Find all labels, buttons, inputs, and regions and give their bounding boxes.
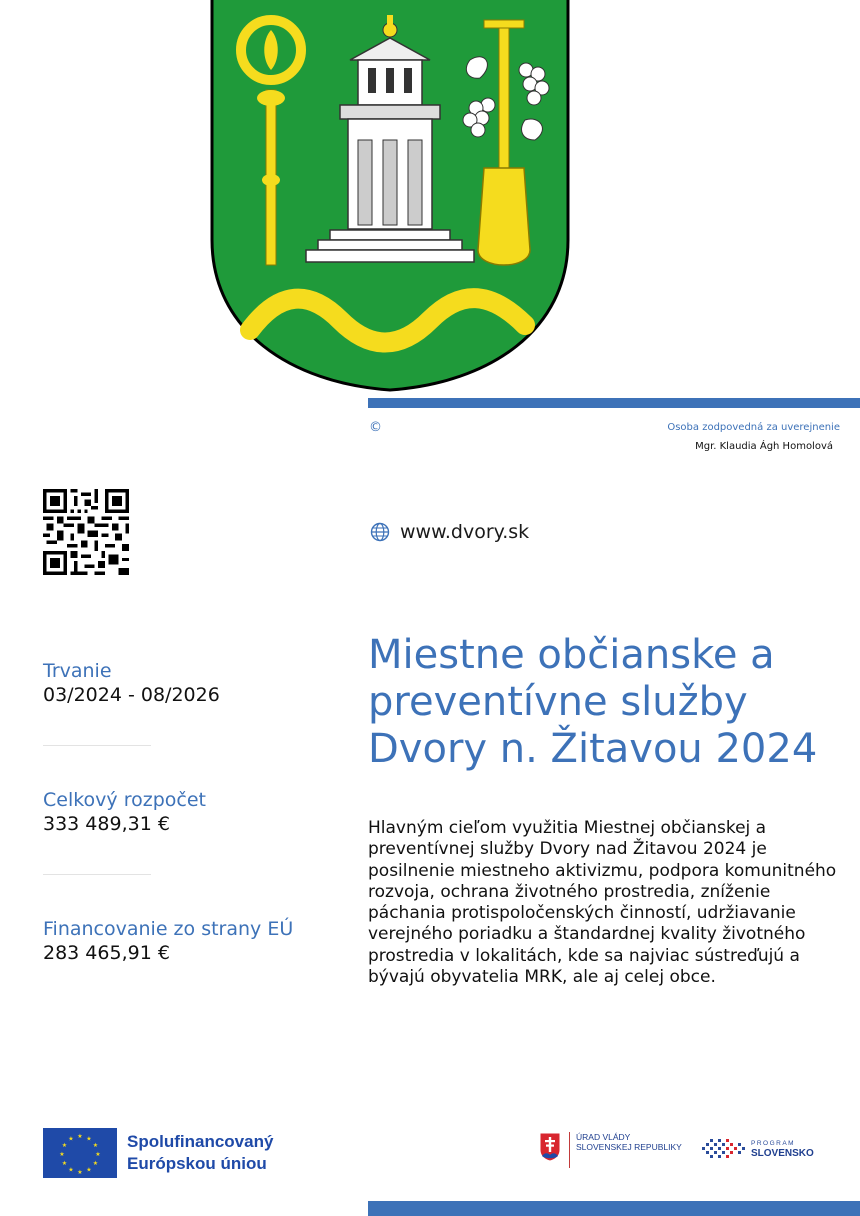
copyright-symbol: © <box>369 420 382 435</box>
eu-flag-icon <box>43 1128 117 1178</box>
slovak-coat-of-arms-icon <box>539 1132 561 1162</box>
svg-text:★: ★ <box>77 1133 83 1140</box>
duration-label: Trvanie <box>43 660 112 682</box>
eu-line-1: Spolufinancovaný <box>127 1132 274 1151</box>
globe-icon <box>370 522 390 542</box>
budget-block <box>43 788 343 836</box>
eu-funding-label: Financovanie zo strany EÚ <box>43 918 294 940</box>
duration-value: 03/2024 - 08/2026 <box>43 684 220 706</box>
budget-value: 333 489,31 € <box>43 813 170 835</box>
divider <box>43 745 151 746</box>
eu-funding-block <box>43 917 343 965</box>
responsible-person-label: Osoba zodpovedná za uverejnenie <box>667 422 840 433</box>
eu-funding-value: 283 465,91 € <box>43 942 170 964</box>
duration-block <box>43 659 343 707</box>
svg-text:★: ★ <box>92 1160 99 1167</box>
program-line-2: SLOVENSKO <box>751 1147 814 1159</box>
coat-of-arms <box>200 0 580 395</box>
budget-label: Celkový rozpočet <box>43 789 206 811</box>
urad-line-1: ÚRAD VLÁDY <box>576 1132 631 1142</box>
website-link[interactable] <box>370 520 529 544</box>
government-office-logo <box>539 1132 682 1168</box>
top-accent-bar <box>368 398 860 408</box>
svg-text:★: ★ <box>95 1151 101 1158</box>
svg-text:★: ★ <box>86 1166 92 1174</box>
svg-text:★: ★ <box>77 1169 83 1176</box>
program-slovensko-logo <box>700 1137 814 1161</box>
divider <box>43 874 151 875</box>
qr-code[interactable] <box>43 489 129 575</box>
project-description: Hlavným cieľom využitia Miestnej občianskej a preventívnej služby Dvory nad Žitavou 2024 je posilnenie miestneho aktivizmu, podpora komunitného rozvoja, ochrana životného prostredia, zníženie páchania protispoločenských činností, udržiavanie verejného poriadku a štandardnej kvality životného prostredia v lokalitách, kde sa najviac sústreďujú a bývajú obyvatelia MRK, ale aj celej obce. <box>368 818 837 988</box>
svg-text:★: ★ <box>61 1160 68 1167</box>
urad-line-2: SLOVENSKEJ REPUBLIKY <box>576 1142 682 1152</box>
svg-text:★: ★ <box>92 1142 99 1149</box>
eu-cofinanced-text <box>127 1131 273 1175</box>
program-dots-icon <box>700 1137 746 1161</box>
svg-text:★: ★ <box>61 1142 68 1149</box>
svg-text:★: ★ <box>86 1135 92 1143</box>
website-url[interactable]: www.dvory.sk <box>400 521 530 543</box>
svg-text:★: ★ <box>68 1166 74 1174</box>
responsible-person-name: Mgr. Klaudia Ágh Homolová <box>695 441 833 452</box>
eu-line-2: Európskou úniou <box>127 1154 267 1173</box>
svg-text:★: ★ <box>59 1151 65 1158</box>
project-title: Miestne občianske a preventívne služby Dvory n. Žitavou 2024 <box>368 632 818 772</box>
bottom-accent-bar <box>368 1201 860 1216</box>
program-line-1: PROGRAM <box>751 1139 796 1147</box>
svg-text:★: ★ <box>68 1135 74 1143</box>
